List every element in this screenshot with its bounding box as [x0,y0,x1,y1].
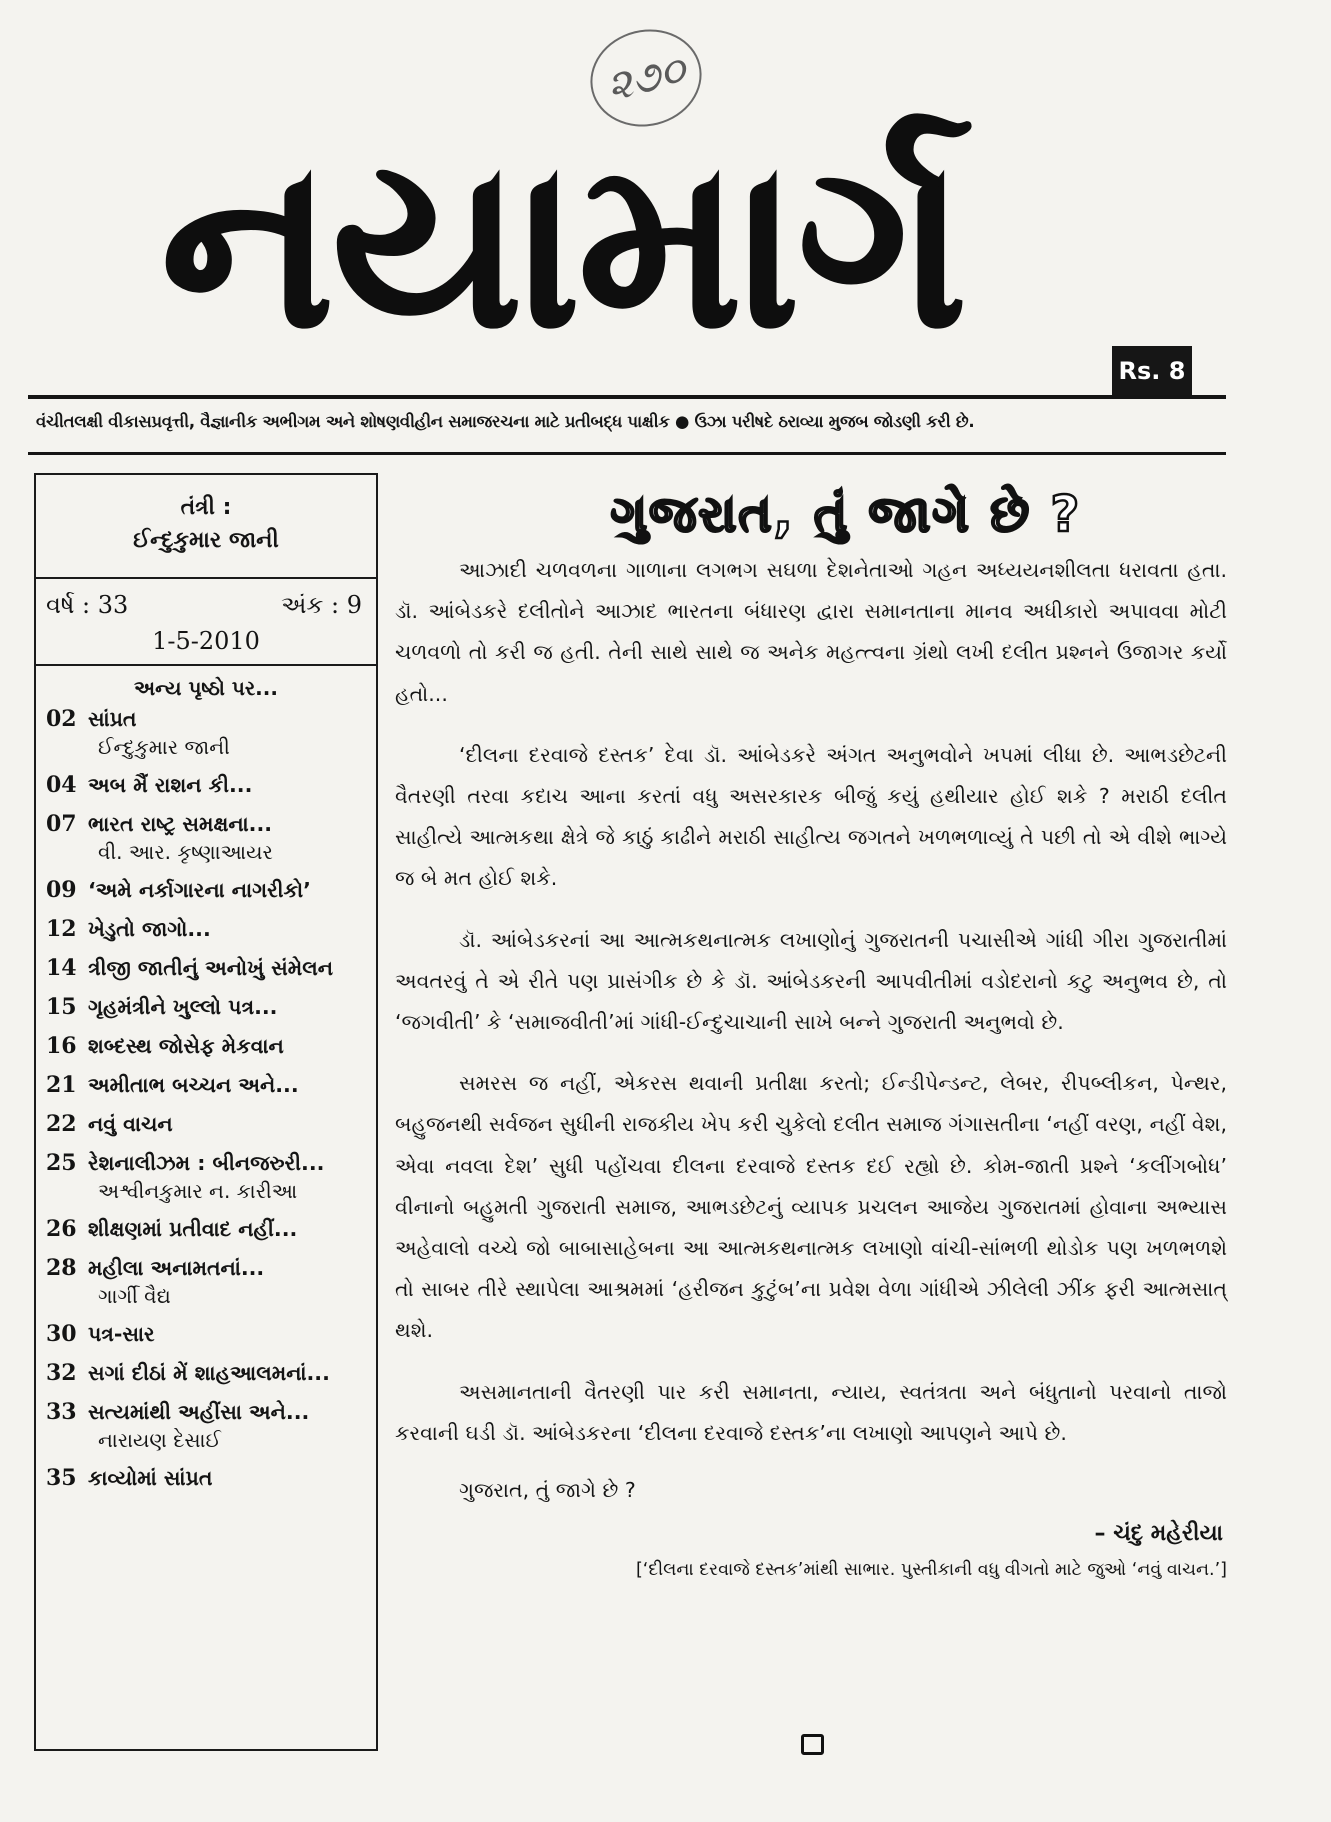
sidebar-contents [34,473,378,1751]
toc-entry-title: ભારત રાષ્ટ્ર સમક્ષના... [88,812,273,836]
toc-entry-title: મહીલા અનામતનાં... [88,1256,265,1280]
toc-page-number: 12 [46,916,77,942]
toc-item [46,706,370,759]
toc-item [46,1321,370,1347]
toc-entry-title: સત્યમાંથી અહીંસા અને... [88,1400,310,1424]
article-paragraph: સમરસ જ નહીં, એકરસ થવાની પ્રતીક્ષા કરતો; ઈન્ડીપેન્ડન્ટ, લેબર, રીપબ્લીકન, પેન્થર, બહુજનથી સર્વજન સુધીની રાજકીય ખેપ કરી ચુકેલો દલીત સમાજ ગંગાસતીના ‘નહીં વરણ, નહીં વેશ, એવા નવલા દેશ’ સુધી પહોંચવા દીલના દરવાજે દસ્તક દઈ રહ્યો છે. કોમ-જાતી પ્રશ્ને ‘કલીંગબોધ’ વીનાનો બહુમતી ગુજરાતી સમાજ, આભડછેટનું વ્યાપક પ્રચલન આજેય ગુજરાતમાં હોવાના અભ્યાસ અહેવાલો વચ્ચે જો બાબાસાહેબના આ આત્મકથનાત્મક લખાણો વાંચી-સાંભળી થોડોક પણ ખળભળશે તો સાબર તીરે સ્થાપેલા આશ્રમમાં ‘હરીજન કુટુંબ’ના પ્રવેશ વેળા ગાંધીએ ઝીલેલી ઝીંક ફરી આત્મસાત્ થશે. [395,1071,1227,1343]
article-paragraph: ડૉ. આંબેડકરનાં આ આત્મકથનાત્મક લખાણોનું ગુજરાતની પચાસીએ ગાંધી ગીરા ગુજરાતીમાં અવતરવું તે એ રીતે પણ પ્રાસંગીક છે કે ડૉ. આંબેડકરની આપવીતીમાં વડોદરાનો કટુ અનુભવ છે, તો ‘જગવીતી’ કે ‘સમાજવીતી’માં ગાંધી-ઈન્દુચાચાની સાખે બન્ને ગુજરાતી અનુભવો છે. [395,927,1227,1035]
article-source-note: [‘દીલના દરવાજે દસ્તક’માંથી સાભાર. પુસ્તીકાની વધુ વીગતો માટે જુઓ ‘નવું વાચન.’] [635,1560,1227,1581]
toc-page-number: 33 [46,1399,77,1425]
toc-entry-title: ત્રીજી જાતીનું અનોખું સંમેલન [88,956,333,980]
toc-entry-title: અબ મૈં રાશન કી... [88,773,253,797]
handwritten-page-number: ૨૭૦ [580,18,712,138]
toc-row [46,1321,370,1347]
toc-item [46,772,370,798]
toc-item [46,1255,370,1308]
toc-entry-title: શીક્ષણમાં પ્રતીવાદ નહીં... [88,1217,298,1241]
toc-row [46,877,370,903]
toc-item [46,916,370,942]
toc-row [46,772,370,798]
toc-row [46,916,370,942]
toc-item [46,877,370,903]
price-badge: Rs. 8 [1112,346,1192,396]
toc-row [46,1255,370,1281]
toc-entry-title: પત્ર-સાર [88,1322,155,1346]
toc-entry-title: ગૃહમંત્રીને ખુલ્લો પત્ર... [88,995,278,1019]
toc-row [46,1072,370,1098]
toc-page-number: 09 [46,877,77,903]
toc-entry-title: ખેડુતો જાગો... [88,917,211,941]
editor-name: ઈન્દુકુમાર જાની [133,528,279,553]
issue-date: 1-5-2010 [152,627,260,655]
article-closing-line: ગુજરાત, તું જાગે છે ? [459,1478,636,1503]
article-paragraph: અસમાનતાની વૈતરણી પાર કરી સમાનતા, ન્યાય, સ્વતંત્રતા અને બંધુતાનો પરવાનો તાજો કરવાની ઘડી ડૉ. આંબેડકરના ‘દીલના દરવાજે દસ્તક’ના લખાણો આપણને આપે છે. [395,1379,1227,1445]
toc-row [46,994,370,1020]
toc-item [46,1150,370,1203]
issue-year: વર્ષ : 33 [46,591,129,619]
masthead-title: નયામાર્ગ [160,108,965,381]
tagline-rule [28,452,1226,455]
article-body [395,550,1227,1454]
toc-row [46,1150,370,1176]
toc-row [46,1216,370,1242]
toc-page-number: 25 [46,1150,77,1176]
toc-item [46,994,370,1020]
editor-box [36,475,376,579]
article-signature: – ચંદુ મહેરીયા [1094,1521,1223,1547]
toc-page-number: 02 [46,706,77,732]
toc-page-number: 32 [46,1360,77,1386]
toc-row [46,1033,370,1059]
toc-entry-author: અશ્વીનકુમાર ન. કારીઆ [98,1179,298,1203]
toc-page-number: 35 [46,1465,77,1491]
toc-page-number: 22 [46,1111,77,1137]
toc-row [46,1465,370,1491]
toc-entry-title: શબ્દસ્થ જોસેફ મેકવાન [88,1034,284,1058]
toc-item [46,1033,370,1059]
toc-page-number: 16 [46,1033,77,1059]
issue-box [36,579,376,666]
toc-page-number: 14 [46,955,77,981]
toc-entry-title: ‘અમે નર્કાગારના નાગરીકો’ [88,878,311,902]
toc-entry-title: સગાં દીઠાં મેં શાહઆલમનાં... [88,1361,330,1385]
toc-item [46,1399,370,1452]
toc-row [46,706,370,732]
masthead-tagline: વંચીતલક્ષી વીકાસપ્રવૃત્તી, વૈજ્ઞાનીક અભીગમ અને શોષણવીહીન સમાજરચના માટે પ્રતીબદ્ધ પાક્ષીક ● ઉંઝા પરીષદે ઠરાવ્યા મુજબ જોડણી કરી છે. [36,412,975,431]
toc-entry-author: ઈન્દુકુમાર જાની [98,735,230,759]
issue-number: અંક : 9 [281,591,362,619]
toc-page-number: 30 [46,1321,77,1347]
toc-page-number: 28 [46,1255,77,1281]
end-mark-icon [801,1734,824,1755]
toc-row [46,1111,370,1137]
toc-item [46,1072,370,1098]
toc-page-number: 15 [46,994,77,1020]
toc-entry-author: નારાયણ દેસાઈ [98,1428,221,1452]
toc-page-number: 21 [46,1072,77,1098]
toc-page-number: 04 [46,772,77,798]
main-article [395,478,1227,1768]
toc-page-number: 26 [46,1216,77,1242]
toc-entry-title: સાંપ્રત [88,707,137,731]
editor-label: તંત્રી : [180,495,232,520]
toc-heading: અન્ય પૃષ્ઠો પર... [134,676,278,700]
toc-item [46,1465,370,1491]
toc-entry-title: રેશનાલીઝમ : બીનજરુરી... [88,1151,325,1175]
article-headline: ગુજરાત, તું જાગે છે ? [610,485,1082,543]
toc-item [46,955,370,981]
toc-row [46,1399,370,1425]
toc-row [46,955,370,981]
toc-page-number: 07 [46,811,77,837]
toc-item [46,1216,370,1242]
toc-item [46,811,370,864]
masthead-rule [28,395,1226,399]
toc-item [46,1111,370,1137]
toc-row [46,1360,370,1386]
toc-entry-author: વી. આર. કૃષ્ણાઆયર [98,840,273,864]
toc-entry-author: ગાર્ગી વૈદ્ય [98,1284,171,1308]
toc-entry-title: અમીતાભ બચ્ચન અને... [88,1073,299,1097]
article-paragraph: ‘દીલના દરવાજે દસ્તક’ દેવા ડૉ. આંબેડકરે અંગત અનુભવોને ખપમાં લીધા છે. આભડછેટની વૈતરણી તરવા કદાચ આના કરતાં વધુ અસરકારક બીજું કયું હથીયાર હોઈ શકે ? મરાઠી દલીત સાહીત્યે આત્મકથા ક્ષેત્રે જે કાઠું કાઢીને મરાઠી સાહીત્ય જગતને ખળભળાવ્યું તે પછી તો એ વીશે ભાગ્યે જ બે મત હોઈ શકે. [395,742,1227,891]
toc-entry-title: કાવ્યોમાં સાંપ્રત [88,1466,213,1490]
toc-list [36,706,376,1491]
article-paragraph: આઝાદી ચળવળના ગાળાના લગભગ સઘળા દેશનેતાઓ ગહન અધ્યયનશીલતા ધરાવતા હતા. ડૉ. આંબેડકરે દલીતોને આઝાદ ભારતના બંધારણ દ્વારા સમાનતાના માનવ અધીકારો અપાવવા મોટી ચળવળો તો કરી જ હતી. તેની સાથે સાથે જ અનેક મહત્ત્વના ગ્રંથો લખી દલીત પ્રશ્નને ઉજાગર કર્યો હતો... [395,558,1227,706]
toc-row [46,811,370,837]
toc-item [46,1360,370,1386]
toc-entry-title: નવું વાચન [88,1112,173,1136]
